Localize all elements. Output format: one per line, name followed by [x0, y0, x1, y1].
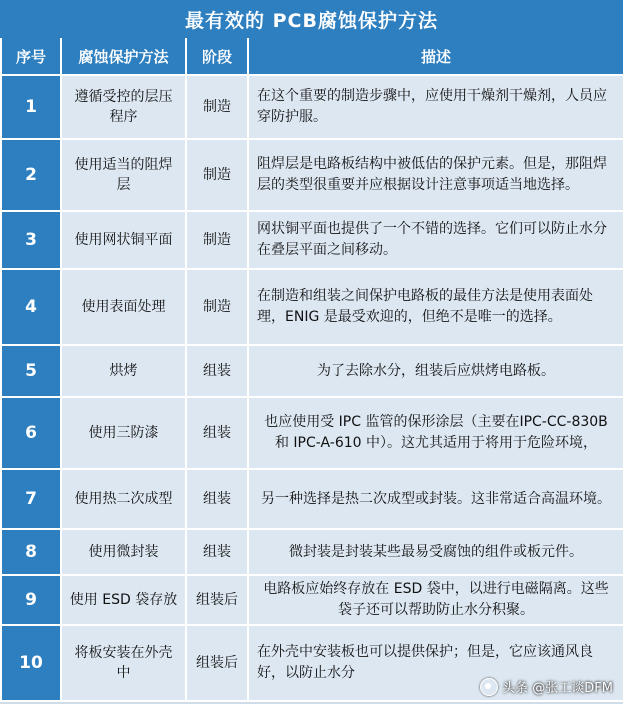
header-num: 序号 [1, 38, 61, 75]
row-phase: 组装 [186, 529, 248, 575]
row-desc: 网状铜平面也提供了一个不错的选择。它们可以防止水分在叠层平面之间移动。 [248, 211, 623, 269]
row-num: 5 [1, 345, 61, 397]
row-phase: 制造 [186, 211, 248, 269]
protection-methods-table [0, 38, 623, 702]
header-phase: 阶段 [186, 38, 248, 75]
row-desc: 另一种选择是热二次成型或封装。这非常适合高温环境。 [248, 469, 623, 529]
row-desc: 在制造和组装之间保护电路板的最佳方法是使用表面处理，ENIG 是最受欢迎的，但绝不是唯一的选择。 [248, 269, 623, 345]
header-method: 腐蚀保护方法 [61, 38, 186, 75]
toutiao-logo-icon [480, 678, 498, 696]
table-row [1, 75, 623, 139]
row-method: 将板安装在外壳中 [61, 625, 186, 701]
table-row [1, 575, 623, 625]
row-phase: 制造 [186, 269, 248, 345]
row-method: 使用三防漆 [61, 397, 186, 469]
row-method: 烘烤 [61, 345, 186, 397]
row-num: 8 [1, 529, 61, 575]
row-phase: 组装 [186, 345, 248, 397]
row-num: 10 [1, 625, 61, 701]
table-row [1, 529, 623, 575]
row-num: 9 [1, 575, 61, 625]
header-row [1, 38, 623, 75]
table-row [1, 211, 623, 269]
table-row [1, 139, 623, 211]
row-desc: 电路板应始终存放在 ESD 袋中，以进行电磁隔离。这些袋子还可以帮助防止水分积聚。 [248, 575, 623, 625]
row-desc: 阻焊层是电路板结构中被低估的保护元素。但是，那阻焊层的类型很重要并应根据设计注意事项适当地选择。 [248, 139, 623, 211]
header-desc: 描述 [248, 38, 623, 75]
watermark [480, 677, 613, 696]
table-row [1, 269, 623, 345]
table-row [1, 345, 623, 397]
watermark-text: 头条 @张工谈DFM [502, 681, 613, 696]
row-num: 4 [1, 269, 61, 345]
row-num: 6 [1, 397, 61, 469]
row-desc: 微封装是封装某些最易受腐蚀的组件或板元件。 [248, 529, 623, 575]
row-method: 遵循受控的层压程序 [61, 75, 186, 139]
row-phase: 制造 [186, 75, 248, 139]
row-num: 2 [1, 139, 61, 211]
row-phase: 组装后 [186, 575, 248, 625]
row-phase: 组装 [186, 397, 248, 469]
row-desc: 也应使用受 IPC 监管的保形涂层（主要在IPC-CC-830B 和 IPC-A-610 中）。这尤其适用于将用于危险环境， [248, 397, 623, 469]
row-method: 使用表面处理 [61, 269, 186, 345]
row-phase: 组装 [186, 469, 248, 529]
table-title: 最有效的 PCB腐蚀保护方法 [0, 0, 623, 38]
row-num: 7 [1, 469, 61, 529]
row-desc: 在这个重要的制造步骤中，应使用干燥剂干燥剂，人员应穿防护服。 [248, 75, 623, 139]
row-phase: 组装后 [186, 625, 248, 701]
row-method: 使用适当的阻焊层 [61, 139, 186, 211]
row-phase: 制造 [186, 139, 248, 211]
row-method: 使用网状铜平面 [61, 211, 186, 269]
table-row [1, 469, 623, 529]
row-num: 1 [1, 75, 61, 139]
row-desc: 在外壳中安装板也可以提供保护；但是，它应该通风良好，以防止水分 [248, 625, 623, 701]
row-method: 使用微封装 [61, 529, 186, 575]
row-method: 使用热二次成型 [61, 469, 186, 529]
row-num: 3 [1, 211, 61, 269]
row-method: 使用 ESD 袋存放 [61, 575, 186, 625]
row-desc: 为了去除水分，组装后应烘烤电路板。 [248, 345, 623, 397]
table-row [1, 397, 623, 469]
